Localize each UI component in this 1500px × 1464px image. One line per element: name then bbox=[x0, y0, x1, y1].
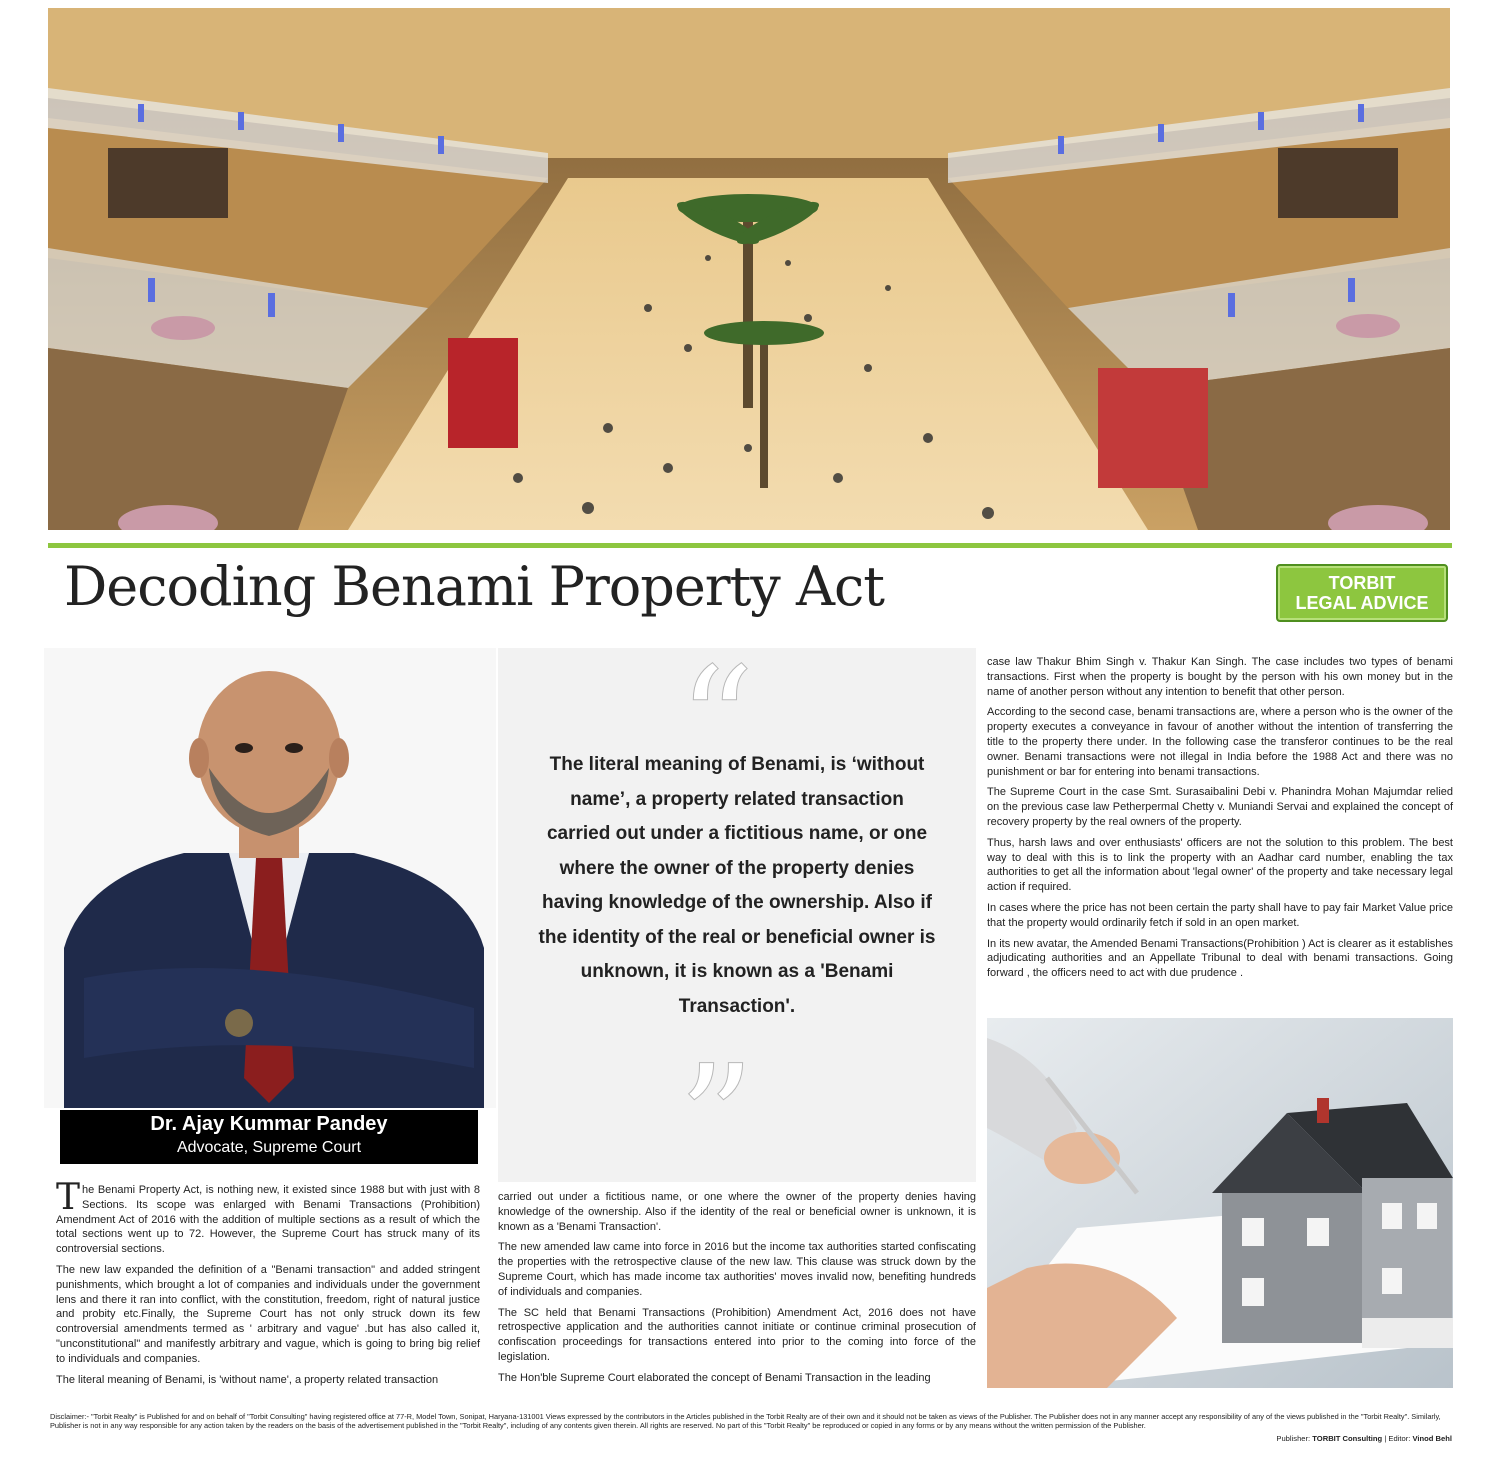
author-name: Dr. Ajay Kummar Pandey bbox=[150, 1113, 388, 1135]
publisher-label: Publisher: bbox=[1276, 1434, 1311, 1443]
paragraph: The Hon'ble Supreme Court elaborated the concept of Benami Transaction in the leading bbox=[498, 1371, 931, 1384]
close-quote-icon: ” bbox=[678, 1034, 755, 1208]
drop-cap: T bbox=[56, 1177, 81, 1218]
badge-line-1: TORBIT bbox=[1328, 573, 1396, 593]
paragraph: Thus, harsh laws and over enthusiasts' officers are not the solution to this problem. The best way to deal with this is to link the property with an Aadhar card number, enabling the tax authorities to get all the information about 'legal owner' of the property and take necessary legal action if required. bbox=[987, 836, 1453, 894]
author-caption bbox=[60, 1110, 478, 1164]
paragraph: The new amended law came into force in 2016 but the income tax authorities started confiscating the properties with the retrospective clause of the new law. This clause was struck down by the Supreme Court, which has made income tax authorities' moves invalid now, benefiting hundreds of individuals and companies. bbox=[498, 1241, 976, 1298]
body-column-3 bbox=[987, 655, 1453, 987]
paragraph: In its new avatar, the Amended Benami Transactions(Prohibition ) Act is clearer as it establishes adjudicating authorities and an Appellate Tribunal to deal with benami transactions. Going forward , the officers need to act with due prudence . bbox=[987, 937, 1453, 980]
paragraph: case law Thakur Bhim Singh v. Thakur Kan Singh. The case includes two types of benami transactions. First when the property is bought by the person with his own money but in the name of another person without any intention to benefit that other person. bbox=[987, 656, 1453, 698]
editor-name: Vinod Behl bbox=[1412, 1434, 1452, 1443]
body-column-1 bbox=[56, 1177, 480, 1393]
house-model-photo bbox=[987, 1018, 1453, 1388]
torbit-legal-advice-badge bbox=[1276, 564, 1448, 622]
disclaimer-text: Disclaimer:- "Torbit Realty" is Published for and on behalf of "Torbit Consulting" having registered office at 77-R, Model Town, Sonipat, Haryana-131001 Views expressed by the contributors in the Articles published in the Torbit Realty are of their own and it should not be taken as views of the Publisher. The Publisher does not in any manner accept any responsibility of any of the views published in the "Torbit Realty". Similarly, Publisher is not in any way responsible for any action taken by the readers on the basis of the advertisement published in the "Torbit Realty", including of any contents given therein. All rights are reserved. No part of this "Torbit Realty" be reproduced or copied in any forms or by any means without the written permission of the Publisher. bbox=[50, 1412, 1441, 1430]
open-quote-icon: “ bbox=[678, 636, 755, 810]
pull-quote-text: The literal meaning of Benami, is ‘without name’, a property related transaction carried out under a fictitious name, or one where the owner of the property denies having knowledge of the ownership. Also if the identity of the real or beneficial owner is unknown, it is known as a 'Benami Transaction'. bbox=[538, 754, 936, 1017]
badge-line-2: LEGAL ADVICE bbox=[1295, 593, 1429, 613]
author-portrait-photo bbox=[44, 648, 496, 1108]
paragraph: The Supreme Court in the case Smt. Surasaibalini Debi v. Phanindra Mohan Majumdar relied on the previous case law Petherpermal Chetty v. Muniandi Servai and explained the concept of recovery property by the real owners of the property. bbox=[987, 786, 1453, 828]
article-headline: Decoding Benami Property Act bbox=[64, 555, 884, 618]
publisher-name: TORBIT Consulting bbox=[1312, 1434, 1383, 1443]
paragraph: The SC held that Benami Transactions (Prohibition) Amendment Act, 2016 does not have retrospective application and the authorities cannot initiate or continue criminal prosecution of confiscation proceedings for transactions entered into prior to the coming into force of the legislation. bbox=[498, 1306, 976, 1363]
author-role: Advocate, Supreme Court bbox=[176, 1139, 362, 1156]
body-column-2 bbox=[498, 1190, 976, 1392]
publisher-line bbox=[1276, 1434, 1452, 1443]
paragraph: The new law expanded the definition of a "Benami transaction" and added stringent punishments, which brought a lot of companies and individuals under the government lens and there it ran into conflict, with the constitution, freedom, right of natural justice and probity etc.Finally, the Supreme Court has not only struck down its few controversial amendments termed as ' arbitrary and vague' .but has also called it, "unconstitutional" and manifestly arbitrary and vague, which is going to bring big relief to individuals and companies. bbox=[56, 1263, 480, 1365]
editor-label: | Editor: bbox=[1384, 1434, 1411, 1443]
paragraph: The Benami Property Act, is nothing new, it existed since 1988 but with just with 8 Sections. Its scope was enlarged with Benami Transactions (Prohibition) Amendment Act of 2016 with the addition of multiple sections as a result of which the total sections went up to 72. However, the Supreme Court has struck many of its controversial sections. bbox=[56, 1177, 480, 1256]
paragraph: According to the second case, benami transactions are, where a person who is the owner of the property executes a conveyance in favour of another without the intention of transferring the title to the property there under. In the following case the transferor continues to be the real owner. Benami transactions were not illegal in India before the 1988 Act and there was no punishment or bar for entering into benami transactions. bbox=[987, 706, 1453, 778]
mall-atrium-photo bbox=[48, 8, 1450, 530]
paragraph: The literal meaning of Benami, is 'without name', a property related transaction bbox=[56, 1373, 439, 1386]
paragraph: In cases where the price has not been certain the party shall have to pay fair Market Value price that the property would ordinarily fetch if sold in an open market. bbox=[987, 901, 1453, 929]
pull-quote-panel bbox=[498, 636, 976, 1208]
green-divider bbox=[48, 543, 1452, 548]
paragraph: carried out under a fictitious name, or one where the owner of the property denies having knowledge of the ownership. Also if the identity of the real or beneficial owner is unknown, it is known as a 'Benami Transaction'. bbox=[498, 1191, 976, 1233]
